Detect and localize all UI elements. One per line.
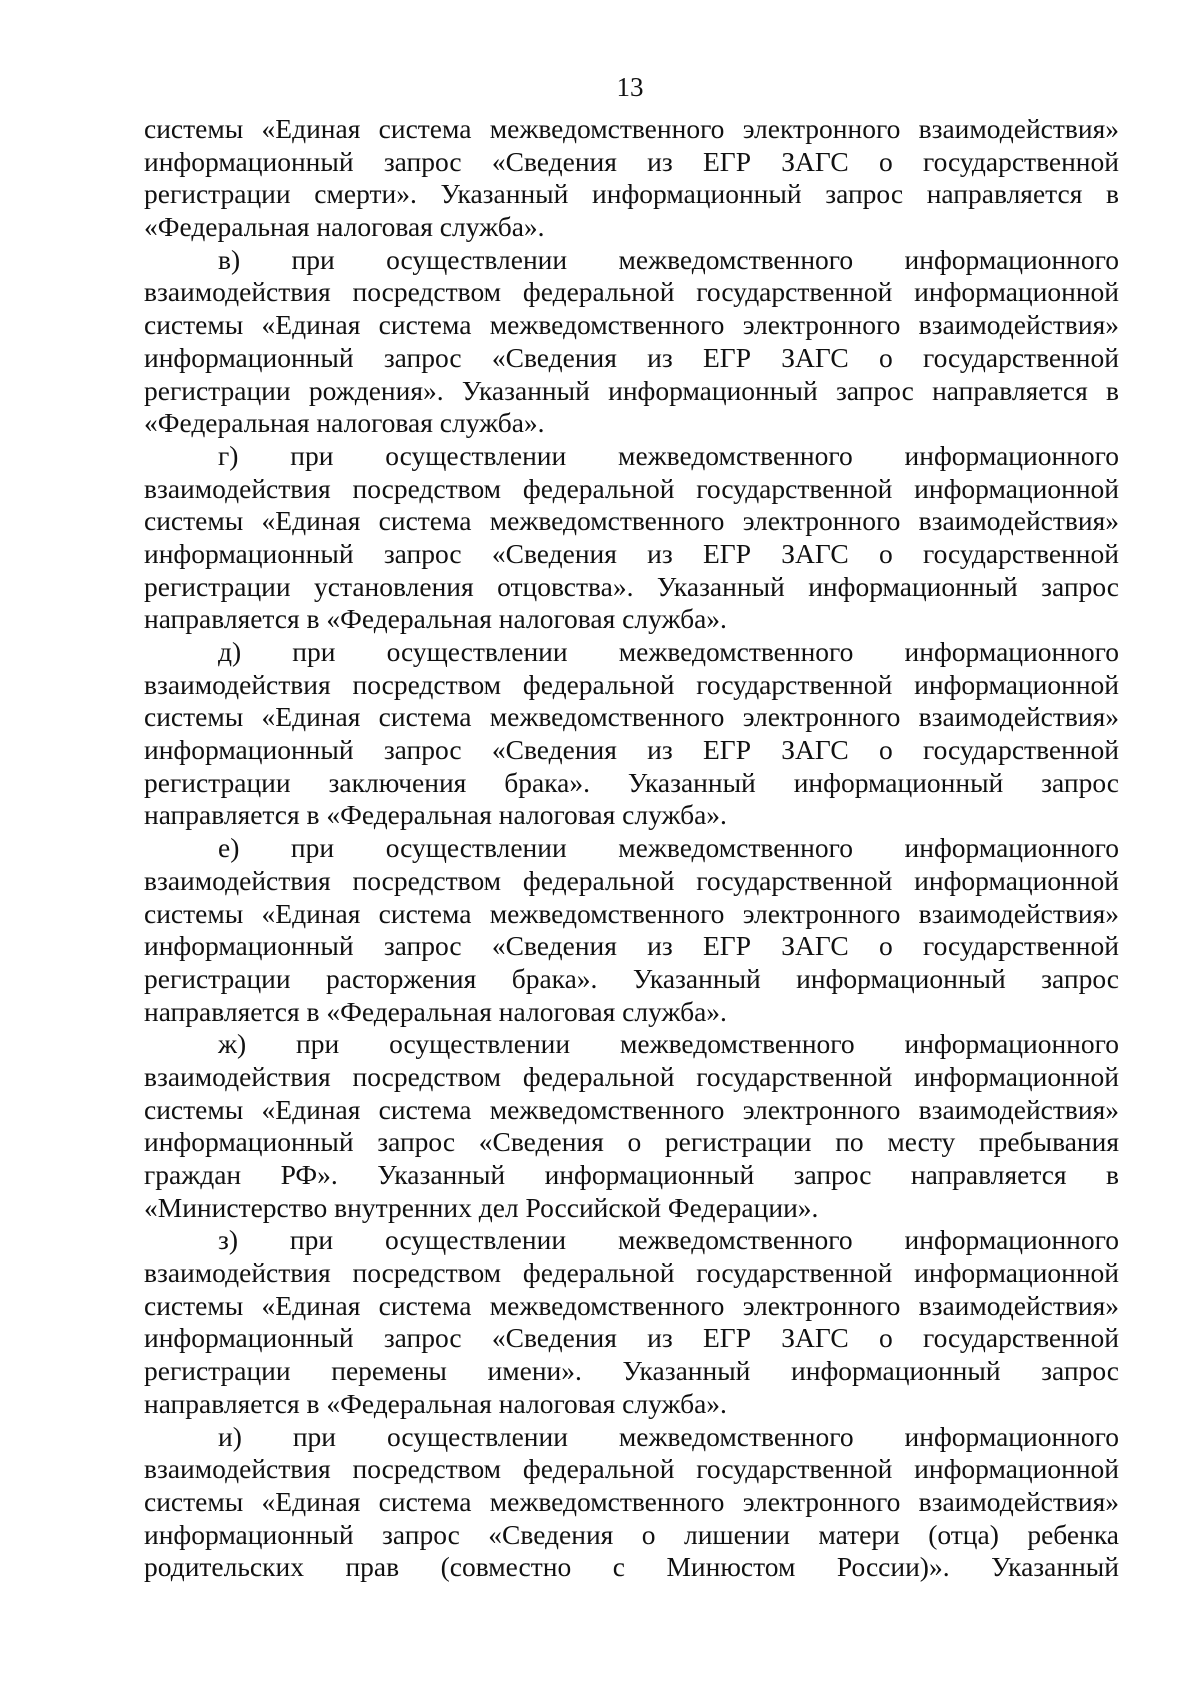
text-line: взаимодействия посредством федеральной государственной информационной (144, 864, 1119, 896)
text-line: системы «Единая система межведомственного электронного взаимодействия» (144, 505, 1119, 537)
text-line: «Федеральная налоговая служба». (144, 407, 545, 439)
text-line: информационный запрос «Сведения о регистрации по месту пребывания (144, 1126, 1119, 1158)
text-line: родительских прав (совместно с Минюстом России)». Указанный (144, 1551, 1119, 1583)
text-line: регистрации установления отцовства». Указанный информационный запрос (144, 570, 1119, 602)
text-line: информационный запрос «Сведения из ЕГР ЗАГС о государственной (144, 930, 1119, 962)
text-line: системы «Единая система межведомственного электронного взаимодействия» (144, 309, 1119, 341)
paragraph-first-line: и) при осуществлении межведомственного информационного (218, 1420, 1119, 1452)
text-line: регистрации расторжения брака». Указанный информационный запрос (144, 962, 1119, 994)
text-line: системы «Единая система межведомственного электронного взаимодействия» (144, 113, 1119, 144)
paragraph-first-line: д) при осуществлении межведомственного информационного (218, 636, 1119, 667)
paragraph-first-line: г) при осуществлении межведомственного информационного (218, 439, 1119, 471)
document-body (144, 113, 1119, 1584)
text-line: информационный запрос «Сведения из ЕГР ЗАГС о государственной (144, 341, 1119, 373)
text-line: направляется в «Федеральная налоговая служба». (144, 603, 727, 635)
text-line: информационный запрос «Сведения из ЕГР ЗАГС о государственной (144, 537, 1119, 569)
paragraph-first-line: ж) при осуществлении межведомственного информационного (218, 1028, 1119, 1060)
text-line: системы «Единая система межведомственного электронного взаимодействия» (144, 701, 1119, 733)
text-line: регистрации рождения». Указанный информационный запрос направляется в (144, 374, 1119, 406)
text-line: регистрации заключения брака». Указанный информационный запрос (144, 766, 1119, 798)
text-line: направляется в «Федеральная налоговая служба». (144, 799, 727, 831)
text-line: системы «Единая система межведомственного электронного взаимодействия» (144, 1093, 1119, 1125)
text-line: информационный запрос «Сведения из ЕГР ЗАГС о государственной (144, 734, 1119, 766)
text-line: граждан РФ». Указанный информационный запрос направляется в (144, 1159, 1119, 1190)
text-line: системы «Единая система межведомственного электронного взаимодействия» (144, 1289, 1119, 1321)
paragraph-first-line: в) при осуществлении межведомственного информационного (218, 243, 1119, 275)
text-line: направляется в «Федеральная налоговая служба». (144, 1387, 727, 1419)
text-line: взаимодействия посредством федеральной государственной информационной (144, 472, 1119, 504)
text-line: «Министерство внутренних дел Российской Федерации». (144, 1191, 819, 1223)
text-line: взаимодействия посредством федеральной государственной информационной (144, 1060, 1119, 1092)
text-line: направляется в «Федеральная налоговая служба». (144, 995, 727, 1027)
paragraph-first-line: е) при осуществлении межведомственного информационного (218, 832, 1119, 864)
text-line: взаимодействия посредством федеральной государственной информационной (144, 276, 1119, 308)
text-line: регистрации смерти». Указанный информационный запрос направляется в (144, 178, 1119, 210)
text-line: взаимодействия посредством федеральной государственной информационной (144, 668, 1119, 700)
text-line: регистрации перемены имени». Указанный информационный запрос (144, 1355, 1119, 1387)
page-number: 13 (616, 72, 644, 102)
text-line: «Федеральная налоговая служба». (144, 211, 545, 243)
text-line: системы «Единая система межведомственного электронного взаимодействия» (144, 1485, 1119, 1517)
text-line: системы «Единая система межведомственного электронного взаимодействия» (144, 897, 1119, 929)
text-line: информационный запрос «Сведения из ЕГР ЗАГС о государственной (144, 145, 1119, 177)
text-line: взаимодействия посредством федеральной государственной информационной (144, 1453, 1119, 1485)
paragraph-first-line: з) при осуществлении межведомственного информационного (218, 1224, 1119, 1256)
text-line: информационный запрос «Сведения о лишении матери (отца) ребенка (144, 1518, 1119, 1550)
text-line: взаимодействия посредством федеральной государственной информационной (144, 1257, 1119, 1289)
text-line: информационный запрос «Сведения из ЕГР ЗАГС о государственной (144, 1322, 1119, 1354)
